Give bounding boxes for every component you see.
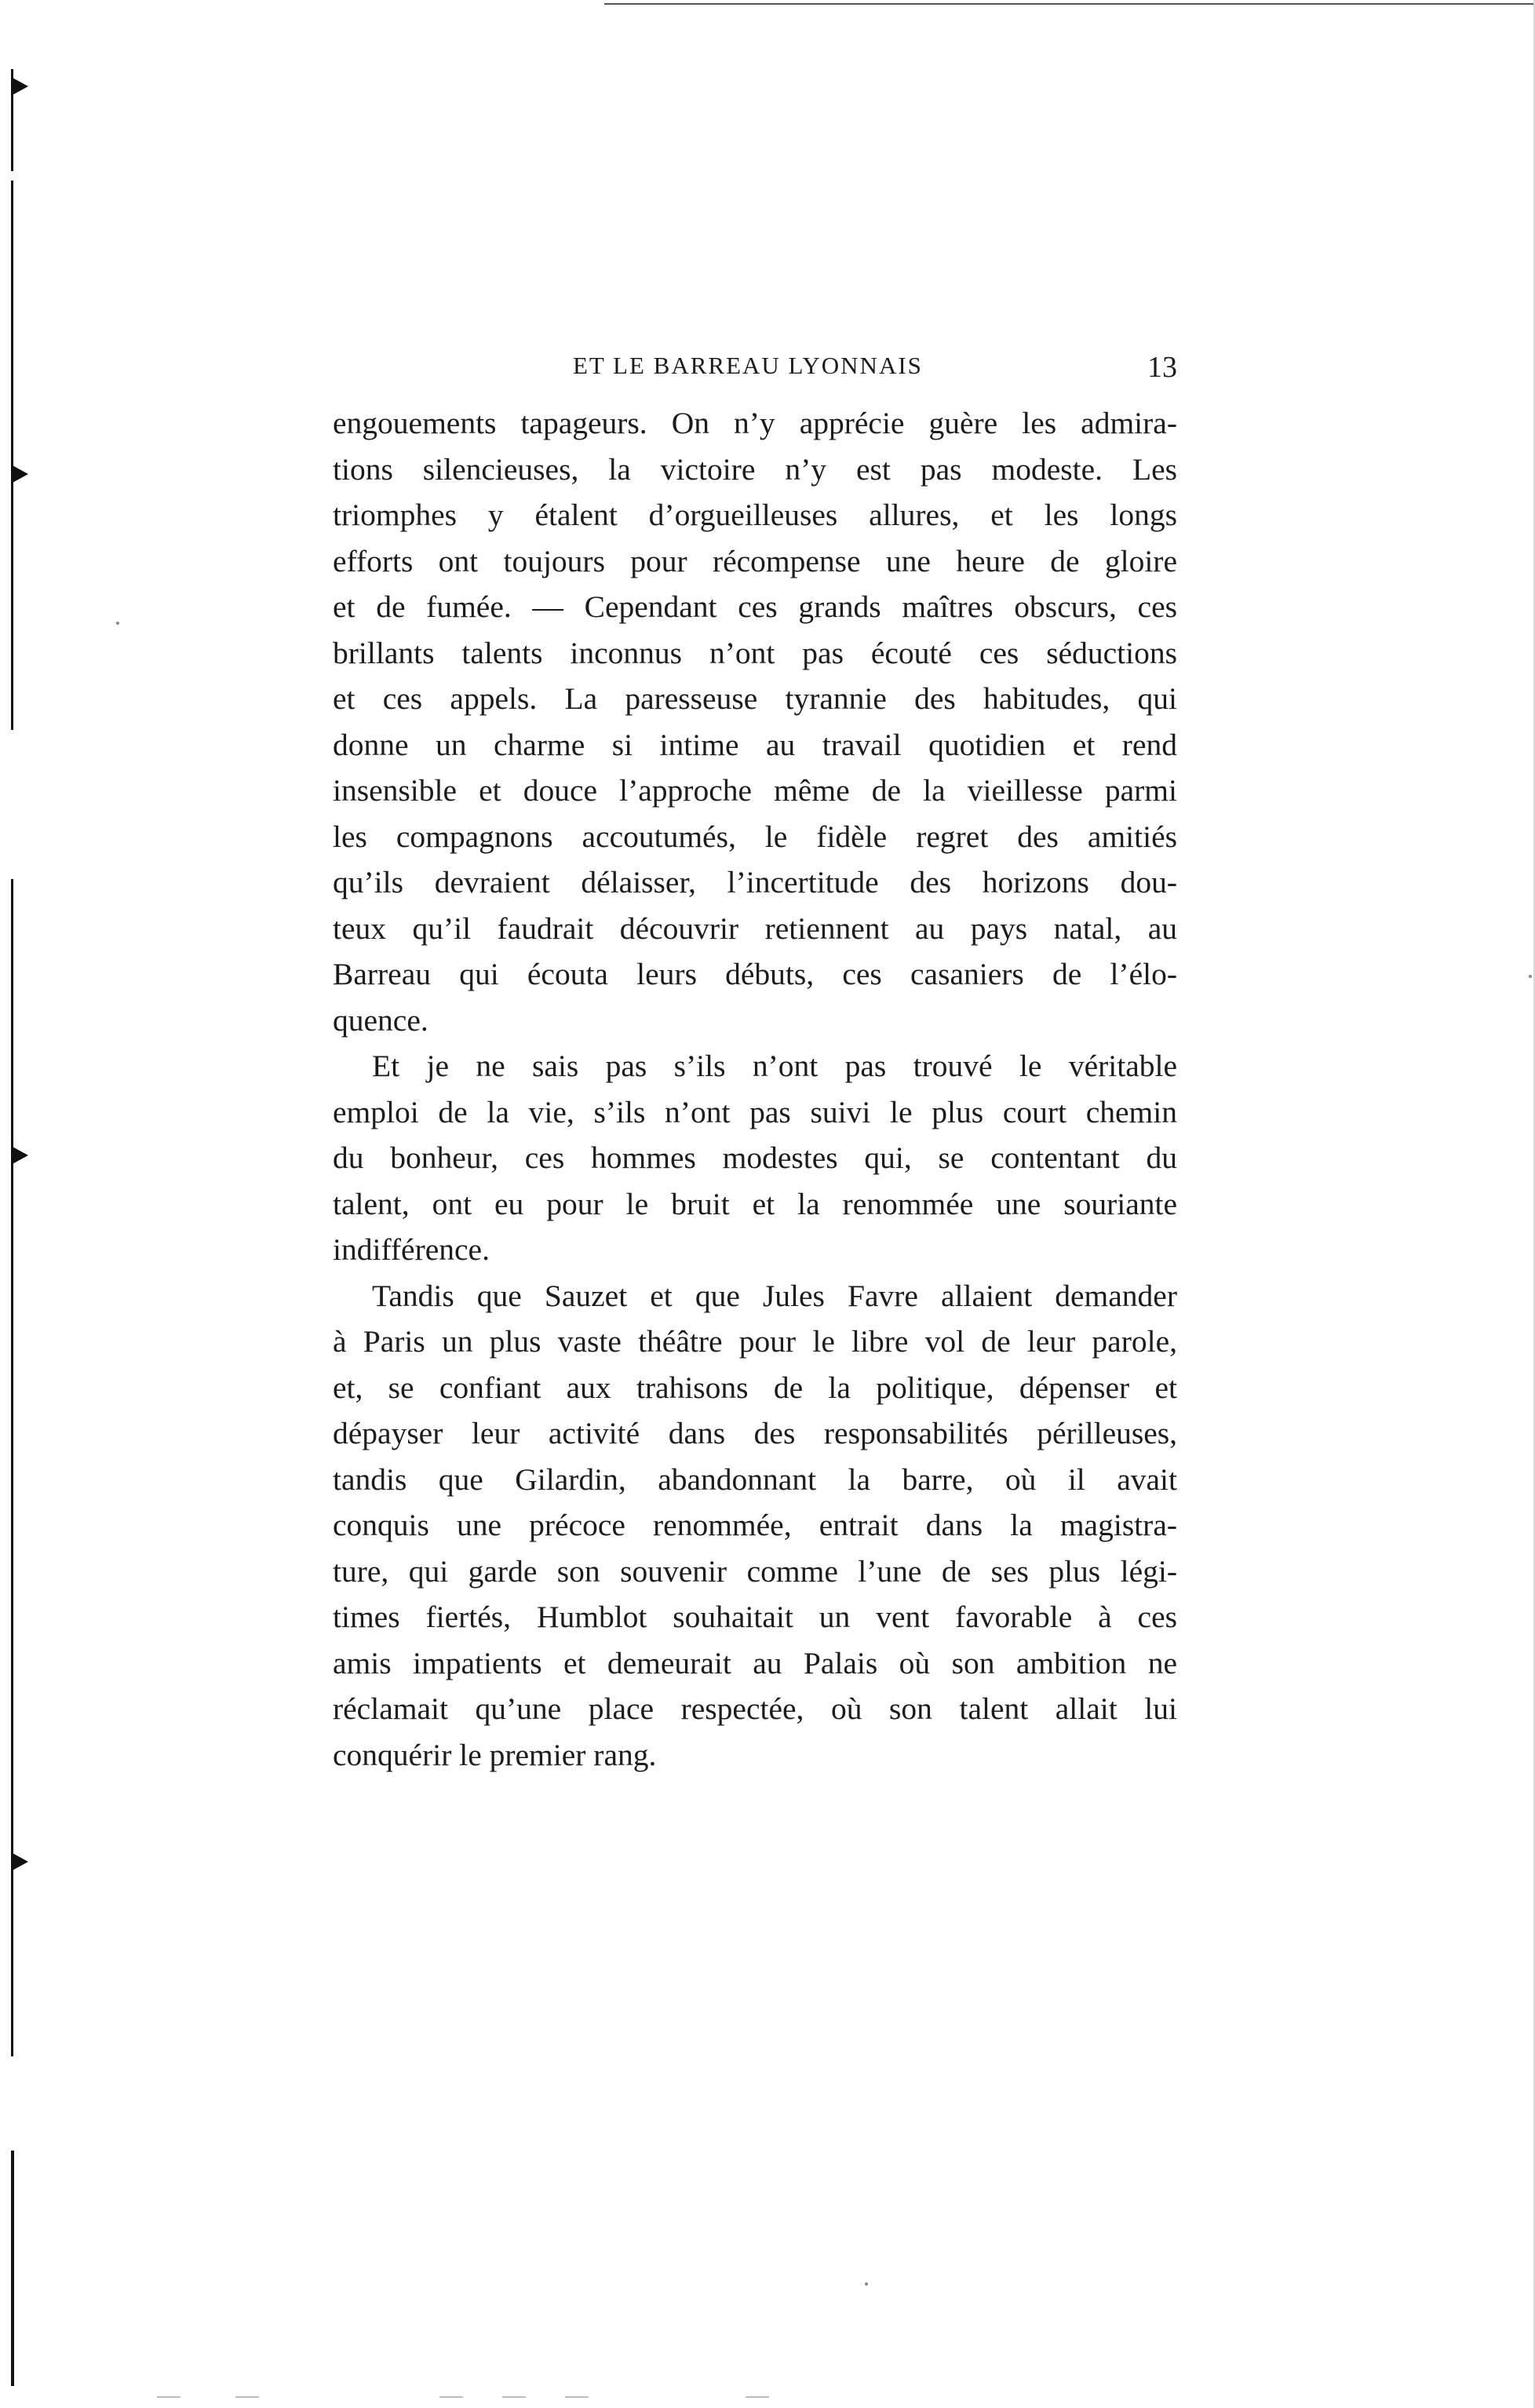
text-line: indifférence.	[333, 1232, 490, 1267]
text-line: insensible et douce l’approche même de la vieillesse parmi	[333, 773, 1177, 808]
text-line: talent, ont eu pour le bruit et la renommée une souriante	[333, 1186, 1177, 1221]
text-line: du bonheur, ces hommes modestes qui, se contentant du	[333, 1140, 1177, 1175]
text-line: tandis que Gilardin, abandonnant la barre, où il avait	[333, 1461, 1177, 1497]
running-head-title: ET LE BARREAU LYONNAIS	[573, 352, 923, 379]
text-line: quence.	[333, 1002, 428, 1038]
scan-artifact	[565, 2396, 589, 2398]
scan-speck	[116, 622, 119, 625]
text-line: times fiertés, Humblot souhaitait un vent favorable à ces	[333, 1600, 1177, 1634]
text-line: amis impatients et demeurait au Palais où son ambition ne	[333, 1645, 1177, 1680]
text-line: engouements tapageurs. On n’y apprécie guère les admira-	[333, 406, 1177, 440]
scan-artifact	[157, 2396, 180, 2398]
running-header	[333, 352, 1177, 388]
text-line: les compagnons accoutumés, le fidèle regret des amitiés	[333, 819, 1177, 854]
text-line: et de fumée. — Cependant ces grands maîtres obscurs, ces	[333, 589, 1177, 624]
text-line: tions silencieuses, la victoire n’y est pas modeste. Les	[333, 451, 1177, 487]
body-text	[333, 400, 1177, 1778]
text-line: Barreau qui écouta leurs débuts, ces casaniers de l’élo-	[333, 957, 1177, 991]
scan-artifact	[746, 2396, 769, 2398]
top-page-edge	[604, 3, 1535, 5]
text-line: dépayser leur activité dans des responsabilités périlleuses,	[333, 1416, 1177, 1450]
text-line: ture, qui garde son souvenir comme l’une de ses plus légi-	[333, 1553, 1177, 1589]
binding-edge	[0, 0, 31, 2408]
scan-artifact	[502, 2396, 526, 2398]
text-line: conquérir le premier rang.	[333, 1737, 657, 1772]
text-line: réclamait qu’une place respectée, où son talent allait lui	[333, 1691, 1177, 1726]
text-line: brillants talents inconnus n’ont pas écouté ces séductions	[333, 635, 1177, 670]
text-line: teux qu’il faudrait découvrir retiennent au pays natal, au	[333, 910, 1177, 946]
text-line: et ces appels. La paresseuse tyrannie des habitudes, qui	[333, 681, 1177, 716]
text-line: à Paris un plus vaste théâtre pour le libre vol de leur parole,	[333, 1324, 1177, 1359]
page-number: 13	[1147, 351, 1177, 384]
text-line: triomphes y étalent d’orgueilleuses allures, et les longs	[333, 498, 1177, 532]
text-line: efforts ont toujours pour récompense une heure de gloire	[333, 543, 1177, 578]
paragraph-start-line: Et je ne sais pas s’ils n’ont pas trouvé le véritable	[372, 1049, 1177, 1083]
text-line: et, se confiant aux trahisons de la politique, dépenser et	[333, 1370, 1177, 1405]
text-line: conquis une précoce renommée, entrait dans la magistra-	[333, 1508, 1177, 1542]
scan-speck	[865, 2282, 868, 2286]
text-line: qu’ils devraient délaisser, l’incertitude des horizons dou-	[333, 865, 1177, 899]
scan-artifact	[235, 2396, 259, 2398]
scan-artifact	[439, 2396, 463, 2398]
scan-speck	[1529, 975, 1532, 978]
paragraph-start-line: Tandis que Sauzet et que Jules Favre allaient demander	[372, 1278, 1177, 1313]
text-line: emploi de la vie, s’ils n’ont pas suivi le plus court chemin	[333, 1094, 1177, 1129]
text-line: donne un charme si intime au travail quotidien et rend	[333, 727, 1177, 762]
